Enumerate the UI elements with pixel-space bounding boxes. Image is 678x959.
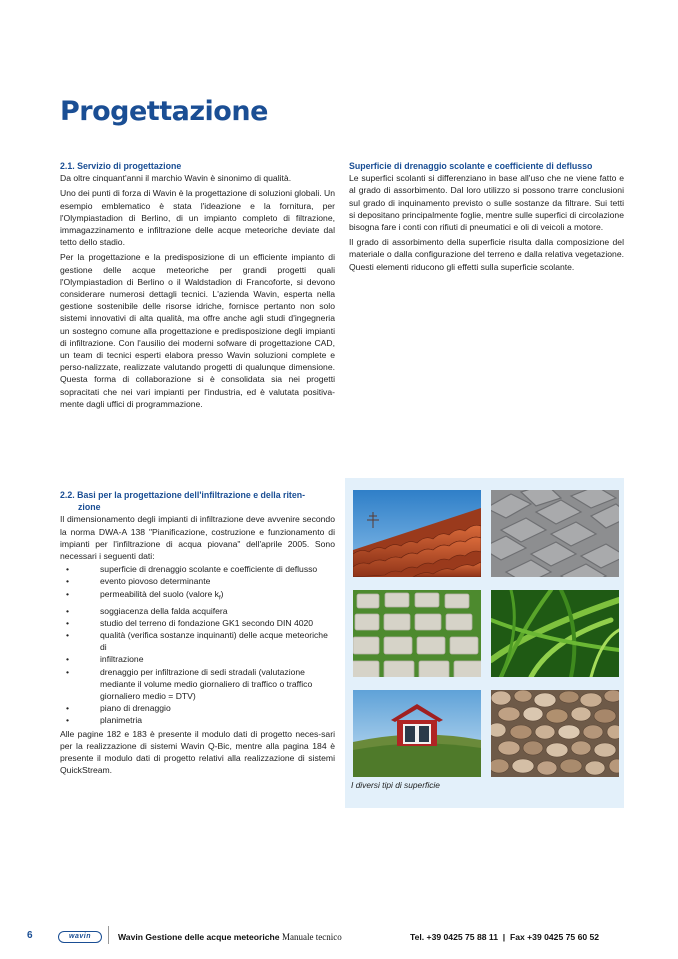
page-number: 6 [27,930,33,941]
list-item: • planimetria [60,714,335,726]
section-heading [60,489,335,513]
image-caption: I diversi tipi di superficie [351,780,440,790]
paragraph: Da oltre cinquant'anni il marchio Wavin è sinonimo di qualità. [60,173,292,184]
section-heading: Superficie di drenaggio scolante e coefficiente di deflusso [349,161,593,171]
paving-stones-photo [491,490,619,577]
list-item: • superficie di drenaggio scolante e coefficiente di deflusso [60,563,335,575]
list-item-text: ) [220,588,224,599]
publication-name: Wavin Gestione delle acque meteoriche [118,932,280,942]
list-item [60,588,335,605]
gravel-stones-photo [491,690,619,777]
subscript: f [218,595,221,602]
publication-title [118,932,342,942]
section-superficie-drenaggio [349,160,624,276]
page-title: Progettazione [60,96,268,127]
list-item: • piano di drenaggio [60,702,335,714]
roof-tiles-photo [353,490,481,577]
section-basi-progettazione [60,489,335,779]
paragraph: Il dimensionamento degli impianti di infiltrazione deve avvenire secondo la norma DWA-A 138 "Pianificazione, costruzione e funzionamento di impianti per l'infiltrazione di acqua piovana" dell'aprile 2005. Sono necessari i seguenti dati: [60,514,335,562]
publication-subtitle: Manuale tecnico [281,932,342,942]
page-footer [0,925,678,949]
section-heading-line: zione [78,502,101,513]
contact-info: Tel. +39 0425 75 88 11 | Fax +39 0425 75 60 52 [410,932,600,942]
green-roof-window-photo [353,690,481,777]
paragraph: Uno dei punti di forza di Wavin è la progettazione di soluzioni globali. Un esempio emblematico è stata l'ideazione e la fornitura, per l'Olympiastadion di Berlino, di un impianto completo di filtrazione, immagazzinamento e infiltrazione delle acque meteoriche deviate dal tetto dello stadio. [60,188,335,248]
paragraph: Il grado di assorbimento della superficie risulta dalla composizione del materiale o dalla configurazione del terreno e dalla relativa vegetazione. Questi elementi riducono gli effetti sulla superficie scolante. [349,237,624,272]
list-item: • qualità (verifica sostanze inquinanti) delle acque meteoriche di [60,629,335,653]
footer-divider [108,926,109,944]
section-servizio-progettazione [60,160,335,413]
requirements-list [60,563,335,726]
grass-pavers-photo [353,590,481,677]
grass-blades-photo [491,590,619,677]
paragraph: Alle pagine 182 e 183 è presente il modulo dati di progetto neces-sari per la realizzazione di sistemi Wavin Q-Bic, mentre alla pagina 184 è presente il modulo dati di progetto relativi alla realizzazione di sistemi QuickStream. [60,728,335,776]
section-heading: 2.1. Servizio di progettazione [60,161,182,171]
wavin-logo: wavin [58,931,102,943]
surface-types-panel [345,478,624,808]
list-item: • soggiacenza della falda acquifera [60,605,335,617]
section-heading-line: 2.2. Basi per la progettazione dell'infiltrazione e della riten- [60,490,306,500]
paragraph: Per la progettazione e la predisposizione di un efficiente impianto di gestione delle acque meteoriche per grandi progetti quali l'Olympiastadion di Berlino o il Waldstadion di Francoforte, si devono considerare numerosi dettagli tecnici. L'azienda Wavin, esperta nella gestione sostenibile delle risorse idriche, fornisce pertanto non solo sistemi innovativi di alta qualità, ma offre anche agli studi d'ingegneria un sostegno comune alla progettazione e predisposizione degli impianti di infiltrazione. Con l'ausilio dei moderni sofware di progettazione CAD, un team di tecnici esperti elabora presso Wavin soluzioni complete e perso-nalizzate, realizzate valutando progetti di qualunque dimensione. Questa forma di collaborazione si è consolidata sia nei progetti sopracitati che nei vari impianti per l'industria, ed è valutata positiva-mente dagli uffici di programmazione. [60,252,335,409]
list-item: • drenaggio per infiltrazione di sedi stradali (valutazione mediante il volume medio giornaliero di traffico o traffico giornaliero medio = DTV) [60,666,335,703]
list-item-text: permeabilità del suolo (valore k [100,588,219,599]
list-item: • evento piovoso determinante [60,575,335,587]
list-item: • infiltrazione [60,653,335,665]
list-item: • studio del terreno di fondazione GK1 secondo DIN 4020 [60,617,335,629]
paragraph: Le superfici scolanti si differenziano in base all'uso che ne viene fatto e al grado di assorbimento. Dal loro utilizzo si possono trarre conclusioni sul grado di inquinamento previsto o sulle sostanze da filtrare. Sui tetti si depositano principalmente foglie, mentre sulle superfici di circolazione bisogna fare i conti con rifiuti di pneumatici e oli di veicoli a motore. [349,173,624,233]
